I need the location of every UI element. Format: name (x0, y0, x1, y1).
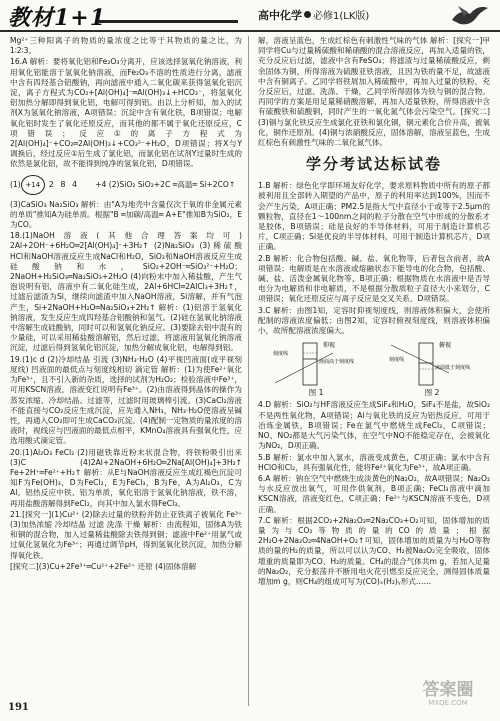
answer-paragraph: (3)CaSiO₃ Na₂SiO₃ 解析：由"A为地壳中含量仅次于氧的非金属元素的单质"推知A为硅单质。根据"B ═加碳/高温═ A+E"推知B为SiO₂，E为CO。 (10, 199, 242, 230)
answer-paragraph: 5.B 解析：氯水中加入氯水，溶液变成黄色，C项正确；氯水中含有HClO和Cl₂，具有强氧化性，能将Fe²⁺氧化为Fe³⁺，故A项正确。 (258, 452, 490, 472)
atom-structure-diagram: (1) +14 2 8 4 +4 (2)SiO₂ SiO₂+2C ═高温═ Si+2CO↑ (10, 172, 242, 198)
figure-caption: 图 1 (308, 388, 324, 398)
volume-subtitle: 必修1(LK版) (313, 11, 370, 22)
scale-label: 刻度线 (389, 357, 405, 364)
logo-underline (98, 20, 238, 23)
answer-paragraph: 6.A 解析：钠在空气中燃烧生成淡黄色的Na₂O₂，故A项错误；Na₂O₂与水反应放出氧气，可用作供氧剂，B项正确；FeCl₃溶液中滴加KSCN溶液，溶液变红色，C项正确；Fe²⁺与KSCN溶液不变色，D项正确。 (258, 473, 490, 514)
header-title (258, 7, 369, 23)
page-header (0, 0, 500, 32)
answer-paragraph: Mg²⁺三种阳离子的物质的量浓度之比等于其物质的量之比，为1∶2∶3。 (10, 36, 242, 56)
bullet-dot (304, 11, 311, 18)
atom-diagram-tail: +4 (2)SiO₂ SiO₂+2C ═高温═ Si+2CO↑ (95, 179, 236, 189)
watermark-text: 答案圈 (422, 680, 474, 700)
answer-paragraph: 18.(1)NaOH溶液(其他合理答案均可) 2Al+2OH⁻+6H₂O═2[Al(OH)₄]⁻+3H₂↑ (2)Na₂SiO₃ (3)稀硫酸 HCl和NaOH溶液反应生成NaCl和H₂O，SiO₂和NaOH溶液反应生成硅酸钠和水，SiO₂+2OH⁻═SiO₃²⁻+H₂O；2NaOH+H₂SiO₃═Na₂SiO₃+2H₂O (4)向粉末中加入稀盐酸，产生气泡说明有铝，溶液中有二氧化硅生成，2Al+6HCl═2AlCl₃+3H₂↑，过滤后滤渣为Si，继续向滤渣中加入NaOH溶液，Si溶解，并有气泡产生，Si+2NaOH+H₂O═Na₂SiO₃+2H₂↑ 解析：(1)铝溶于氢氧化钠溶液，发生反应生成四羟基合铝酸钠和氢气。(2)硅在氢氧化钠溶液中溶解生成硅酸钠，同时可以和氢氧化钠反应。(3)要除去铝中混有的少量硅，可以采用稀盐酸溶解铝，然后过滤，将滤液用氢氧化钠溶液沉淀，过滤后得到氢氧化铝沉淀，加热分解成氧化铝，电解得到铝。 (10, 231, 242, 353)
subject-title: 高中化学 (258, 9, 302, 22)
page-number: 191 (8, 702, 29, 713)
answer-paragraph: 3.C 解析：由图1知，定容时仰视刻度线，则溶液体积偏大，会使所配制的溶液浓度偏低；由图2知，定容时俯视刻度线，则溶液体积偏小，故所配溶液浓度偏大。 (258, 305, 490, 336)
view-label: 仰视 (323, 342, 336, 350)
watermark-logo (404, 681, 492, 715)
figure-2 (389, 339, 475, 398)
view-label: 俯视 (439, 342, 452, 350)
section-title: 学分考试达标试卷 (305, 155, 442, 174)
column-divider (248, 36, 249, 706)
figure-1 (273, 339, 359, 398)
answer-paragraph: 解，溶液呈蓝色，生成红棕色有刺激性气味的气体 解析：[探究一]甲同学将Cu与过量稀硫酸和稀硝酸的混合溶液反应，再加入适量的铁，充分反应后过滤，滤液中含有FeSO₄；将滤渣与过量稀硫酸反应，剩余固体为铜，所得溶液为硫酸亚铁溶液，且因为铁的量不足，故滤液中含有铜离子。乙同学将铁屑加入稀硫酸中，再加入过量的铁粉，充分反应后，过滤、洗涤、干燥，乙同学所得固体为铁与铜的混合物。丙同学的方案是用足量稀硝酸溶解，再加入适量铁粉，所得溶液中含有硫酸铁和硫酸铜，同时产生的一氧化氮气体会污染空气。[探究二](3)铜与氯化铁反应生成氯化亚铁和氯化铜，铜元素化合价升高，被氧化，铜作还原剂。(4)铜与浓硝酸反应，固体溶解，溶液呈蓝色，生成红棕色有刺激性气味的二氧化氮气体。 (258, 36, 490, 148)
figure-caption: 图 2 (424, 388, 440, 398)
level-label: 液面低于刻度线 (435, 365, 471, 372)
answer-paragraph: 19.(1)c d (2)冷却结晶 引流 (3)NH₃·H₂O (4)平视凹液面(或平视刻度线) 凹液面的最低点与刻度线相切 滴定管 解析：(1)为使Fe²⁺氧化为Fe³⁺，且不引入新的杂质，选择的试剂为H₂O₂；检验溶液中Fe³⁺，可用KSCN溶液，溶液变红说明有Fe³⁺。(2)由溶液得到晶体的操作为蒸发浓缩、冷却结晶、过滤等，过滤时用玻璃棒引流。(3)CaCl₂溶液不能直接与CO₂反应生成沉淀，应先通入NH₃，NH₃·H₂O使溶液呈碱性，再通入CO₂即可生成CaCO₃沉淀。(4)配制一定物质的量浓度的溶液时，视线应与凹液面的最低点相平，KMnO₄溶液具有强氧化性，应选用酸式滴定管。 (10, 354, 242, 446)
watermark-subtext: MXQE.COM (428, 699, 468, 707)
answer-paragraph: 7.C 解析：根据2CO₂+2Na₂O₂═2Na₂CO₃+O₂可知，固体增加的质量为与CO₂等物质的量的CO的质量；根据2H₂O+2Na₂O₂═4NaOH+O₂↑可知，固体增加的质量为与H₂O等物质的量的H₂的质量，所以可以认为CO、H₂被Na₂O₂完全吸收，固体增重的质量即为CO、H₂的质量。CH₄的混合气体共m g，若加入足量的Na₂O₂，充分振荡并不断用电火花引燃至反应完全，测得固体质量增加m g，则CH₄的组成可写为(CO)ₓ(H₂)ᵧ形式…… (258, 515, 490, 586)
level-label: 液面高于刻度线 (319, 359, 355, 366)
flask-diagram-upward-view (273, 339, 359, 387)
bird-icon (450, 2, 490, 28)
answer-paragraph: 1.B 解析：绿色化学即环境友好化学，要求原料物质中所有的原子都被利用且全部转入期望的产品中，原子的利用率达到100%，因而不会产生污染，A项正确；PM2.5是指大气中直径小于或等于2.5μm的颗粒物，直径在1～100nm之间的粒子分散在空气中形成的分散系才是胶体，B项错误；硅是良好的半导体材料，可用于制造计算机芯片，C项正确；Si是优良的半导体材料，可用于制造计算机芯片，D项正确。 (258, 181, 490, 252)
answer-paragraph: 20.(1)Al₂O₃ FeCl₂ (2)用磁铁靠近粉末状混合物，将铁粉吸引出来 (3)C (4)2Al+2NaOH+6H₂O═2Na[Al(OH)₄]+3H₂↑ Fe+2H⁺═Fe²⁺+H₂↑ 解析：从E与NaOH溶液反应生成红褐色沉淀可知F为Fe(OH)₃，D为FeCl₂，E为FeCl₃，B为Fe，A为Al₂O₃，C为Al。铝热反应中铁、铝为单质，氧化铝溶于氢氧化钠溶液，铁不溶，再用盐酸溶解得到FeCl₂，向其中加入氯水得FeCl₃。 (10, 447, 242, 508)
answer-paragraph: 4.D 解析：SiO₂与HF溶液反应生成SiF₄和H₂O，SiF₄不是盐，故SiO₂不是两性氧化物，A项错误；Al与氧化铁的反应为铝热反应，可用于冶炼金属铁，B项错误；Fe在氯气中燃烧生成FeCl₃，C项错误；NO、NO₂都是大气污染气体，在空气中NO不能稳定存在，会被氧化为NO₂，D项正确。 (258, 400, 490, 451)
answer-paragraph: 2.B 解析：化合物包括酸、碱、盐、氧化物等，后者包含前者，故A项错误；电解质是在水溶液或熔融状态下能导电的化合物，包括酸、碱、盐、活泼金属氧化物等，B项正确；根据物质在水溶液中是否导电分为电解质和非电解质，不是根据分散质粒子直径大小来划分，C项错误；氧化还原反应与离子反应是交叉关系，D项错误。 (258, 253, 490, 304)
book-logo: 教材1+1 (8, 5, 107, 31)
scale-label: 刻度线 (273, 351, 289, 358)
figure-row (258, 339, 490, 398)
right-column (258, 36, 490, 706)
answer-paragraph: 21.[探究一](1)Cu²⁺ (2)除去过量的铁粉并防止亚铁离子被氧化 Fe³⁺ (3)加热浓缩 冷却结晶 过滤 洗涤 干燥 解析：由流程知，固体A为铁和铜的混合物，加入过量稀盐酸除去铁得到铜；滤液中Fe²⁺用氯气或过氧化氢氧化为Fe³⁺；再通过调节pH，得到氢氧化铁沉淀，加热分解得氧化铁。 (10, 509, 242, 560)
nucleus-circle: +14 (21, 175, 45, 195)
answer-paragraph: 16.A 解析：要将氧化铝和Fe₂O₃分离开，应该选择氢氧化钠溶液，利用氧化铝能溶于氢氧化钠溶液，而Fe₂O₃不溶的性质进行分离，滤液中含有四羟基合铝酸钠，再向滤液中通入二氧化碳来获得氢氧化铝沉淀，离子方程式为CO₂+[Al(OH)₄]⁻═Al(OH)₃↓+HCO₃⁻，将氢氧化铝加热分解即得到氧化铝，电解可得到铝。由以上分析知，加入的试剂X为氢氧化钠溶液，A项错误；沉淀中含有氧化铁，B项错误；电解氧化铝时发生了氧化还原反应，而其他的都不属于氧化还原反应，C项错误；反应①的离子方程式为2[Al(OH)₄]⁻+CO₂═2Al(OH)₃↓+CO₃²⁻+H₂O，D项错误；将X与Y调换后，经过反应①后生成了氯化铝，而氯化铝在试剂Y过量时生成的依然是氯化铝，故不能得到纯净的氢氧化铝，D项错误。 (10, 57, 242, 169)
electron-shells: 2 8 4 (48, 179, 80, 189)
flask-diagram-downward-view (389, 339, 475, 387)
left-column (10, 36, 242, 706)
answer-paragraph: [探究二](3)Cu+2Fe³⁺═Cu²⁺+2Fe²⁺ 还原 (4)固体溶解 (10, 561, 197, 571)
